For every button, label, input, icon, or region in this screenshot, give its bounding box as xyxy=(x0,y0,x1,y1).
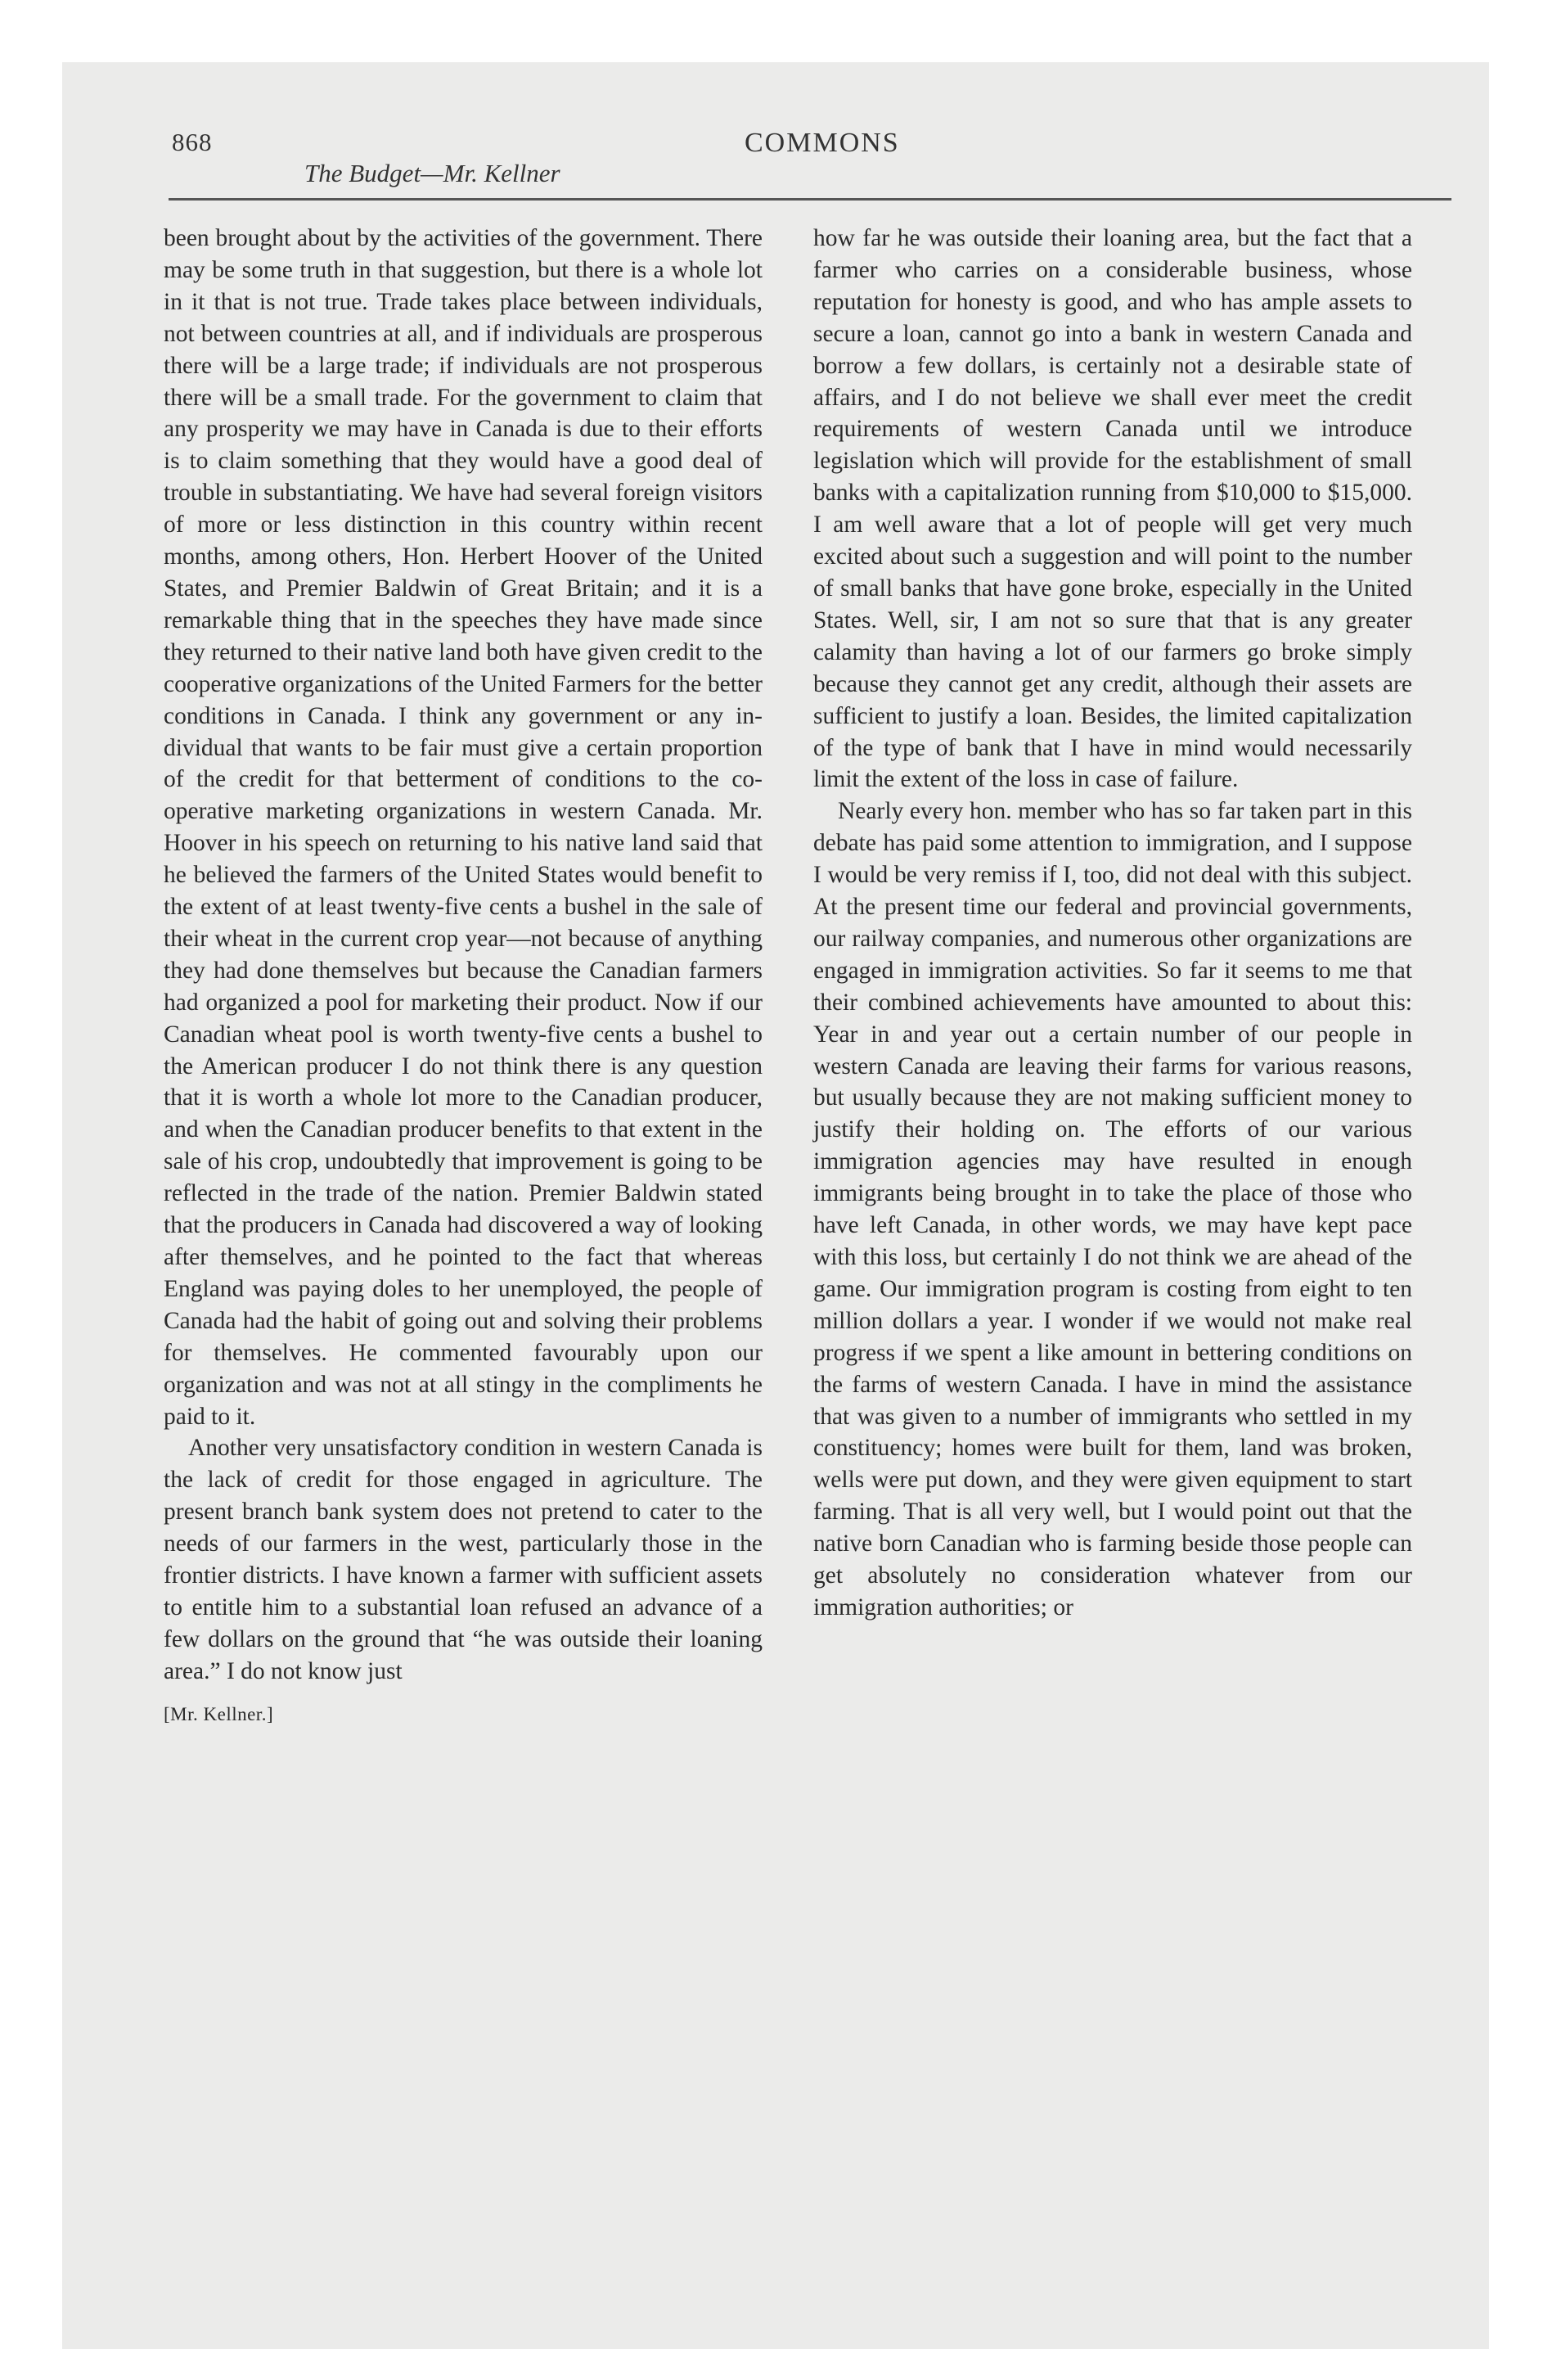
right-paragraph-2: Nearly every hon. member who has so far taken part in this debate has paid some attention to immigration, and I suppose I would be very remiss if I, too, did not deal with this subject. At the present time our federal and provincial governments, our railway companies, and numerous other organizations are engaged in immigration activities. So far it seems to me that their combined achievements have amounted to about this: Year in and year out a certain number of our people in western Canada are leaving their farms for various reasons, but usually because they are not making sufficient money to justify their holding on. The efforts of our various immigration agencies may have resulted in enough immigrants being brought in to take the place of those who have left Canada, in other words, we may have kept pace with this loss, but certainly I do not think we are ahead of the game. Our immigration program is costing from eight to ten million dollars a year. I wonder if we would not make real progress if we spent a like amount in bettering conditions on the farms of western Canada. I have in mind the assistance that was given to a number of immigrants who settled in my constituency; homes were built for them, land was broken, wells were put down, and they were given equipment to start farming. That is all very well, but I would point out that the native born Canadian who is farming beside those people can get absolutely no consideration whatever from our immigration authorities; or xyxy=(813,798,1412,1620)
running-head: The Budget—Mr. Kellner xyxy=(304,159,560,187)
right-paragraph-1: how far he was outside their loaning area, but the fact that a farmer who carries on a considerable business, whose reputation for honesty is good, and who has ample assets to secure a loan, cannot go into a bank in western Canada and borrow a few dollars, is certainly not a desirable state of affairs, and I do not believe we shall ever meet the credit requirements of western Canada until we introduce legislation which will provide for the establishment of small banks with a capitalization running from $10,000 to $15,000. I am well aware that a lot of people will get very much excited about such a suggestion and will point to the number of small banks that have gone broke, especially in the United States. Well, sir, I am not so sure that that is any greater calamity than having a lot of our farmers go broke simply because they cannot get any credit, although their assets are sufficient to justify a loan. Besides, the limited capitalization of the type of bank that I have in mind would necessarily limit the extent of the loss in case of failure. xyxy=(813,225,1412,793)
left-paragraph-1: been brought about by the activities of the government. There may be some truth in that suggestion, but there is a whole lot in it that is not true. Trade takes place between individuals, not between countries at all, and if individuals are prosperous there will be a large trade; if individuals are not prosperous there will be a small trade. For the government to claim that any prosperity we may have in Canada is due to their efforts is to claim something that they would have a good deal of trouble in substantiating. We have had several foreign visitors of more or less distinction in this country within recent months, among others, Hon. Herbert Hoover of the United States, and Premier Baldwin of Great Britain; and it is a remarkable thing that in the speeches they have made since they returned to their native land both have given credit to the cooperative organizations of the United Farmers for the better conditions in Canada. I think any government or any individual that wants to be fair must give a certain proportion of the credit for that betterment of conditions to the co-operative marketing organizations in western Canada. Mr. Hoover in his speech on returning to his native land said that he believed the farmers of the United States would benefit to the extent of at least twenty-five cents a bushel in the sale of their wheat in the current crop year—not because of anything they had done themselves but because the Canadian farmers had organized a pool for marketing their product. Now if our Canadian wheat pool is worth twenty-five cents a bushel to the American producer I do not think there is any question that it is worth a whole lot more to the Canadian producer, and when the Canadian producer benefits to that extent in the sale of his crop, undoubtedly that improvement is going to be reflected in the trade of the nation. Premier Baldwin stated that the producers in Canada had discovered a way of looking after themselves, and he pointed to the fact that whereas England was paying doles to her unemployed, the people of Canada had the habit of going out and solving their problems for themselves. He commented favourably upon our organization and was not at all stingy in the compliments he paid to it. xyxy=(164,225,763,1430)
left-paragraph-2: Another very unsatisfactory condition in western Canada is the lack of credit for those engaged in agriculture. The present branch bank system does not pretend to cater to the needs of our farmers in the west, particularly those in the frontier districts. I have known a farmer with sufficient assets to entitle him to a substantial loan refused an advance of a few dollars on the ground that “he was outside their loaning area.” I do not know just xyxy=(164,1435,763,1684)
right-column xyxy=(813,223,1412,1624)
page-number: 868 xyxy=(172,128,213,156)
header-rule xyxy=(169,198,1451,201)
left-column xyxy=(164,223,763,1731)
scanned-page xyxy=(62,62,1489,2349)
speaker-attribution: [Mr. Kellner.] xyxy=(164,1703,274,1724)
header-title: COMMONS xyxy=(745,128,900,158)
